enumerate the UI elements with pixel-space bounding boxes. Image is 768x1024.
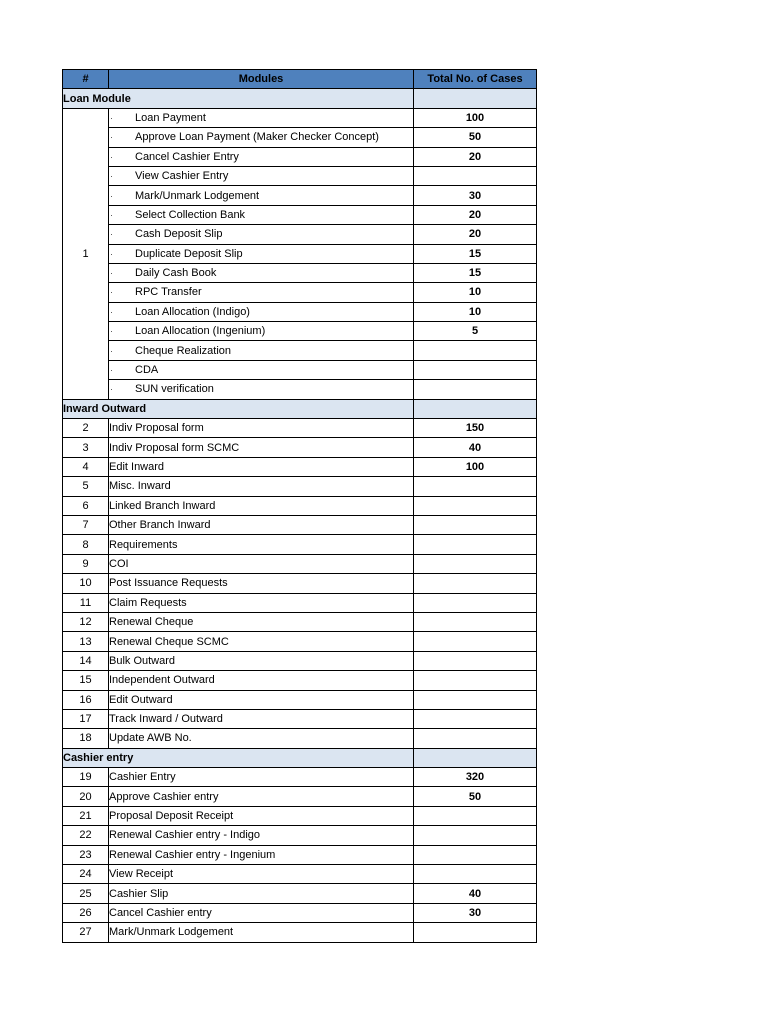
case-count: 30 [414, 186, 537, 205]
row-number: 16 [63, 690, 109, 709]
table-row [63, 283, 537, 302]
module-name: Cheque Realization [135, 344, 232, 357]
module-name: Renewal Cashier entry - Indigo [109, 826, 414, 845]
table-row [63, 205, 537, 224]
module-name: Daily Cash Book [135, 267, 217, 280]
table-row [63, 108, 537, 127]
bullet-marker: · [110, 345, 113, 356]
module-name-cell [109, 225, 414, 244]
case-count [414, 826, 537, 845]
case-count: 40 [414, 884, 537, 903]
module-name: Mark/Unmark Lodgement [109, 923, 414, 942]
table-row [63, 419, 537, 438]
case-count [414, 341, 537, 360]
row-number: 18 [63, 729, 109, 748]
table-row [63, 263, 537, 282]
row-number: 1 [63, 108, 109, 399]
case-count [414, 709, 537, 728]
table-row [63, 574, 537, 593]
table-body [63, 89, 537, 942]
row-number: 23 [63, 845, 109, 864]
module-name-cell [109, 128, 414, 147]
row-number: 17 [63, 709, 109, 728]
module-name: Approve Cashier entry [109, 787, 414, 806]
module-name: CDA [135, 364, 159, 377]
table-row [63, 477, 537, 496]
module-name: Loan Allocation (Indigo) [135, 305, 250, 318]
table-row [63, 826, 537, 845]
table-row [63, 612, 537, 631]
case-count [414, 574, 537, 593]
case-count [414, 593, 537, 612]
table-row [63, 729, 537, 748]
bullet-marker: · [110, 229, 113, 240]
section-row-cashier-entry [63, 748, 537, 767]
row-number: 11 [63, 593, 109, 612]
module-name: Cancel Cashier Entry [135, 150, 239, 163]
table-row [63, 671, 537, 690]
module-name-cell [109, 147, 414, 166]
table-row [63, 186, 537, 205]
module-name-cell [109, 108, 414, 127]
module-name: Independent Outward [109, 671, 414, 690]
bullet-marker: · [110, 190, 113, 201]
module-name: Cash Deposit Slip [135, 228, 223, 241]
section-title: Cashier entry [63, 748, 414, 767]
case-count: 100 [414, 457, 537, 476]
row-number: 25 [63, 884, 109, 903]
row-number: 20 [63, 787, 109, 806]
row-number: 13 [63, 632, 109, 651]
table-row [63, 457, 537, 476]
module-name-cell [109, 283, 414, 302]
case-count [414, 671, 537, 690]
table-row [63, 651, 537, 670]
table-row [63, 923, 537, 942]
case-count [414, 865, 537, 884]
case-count [414, 729, 537, 748]
header-total-cases: Total No. of Cases [414, 70, 537, 89]
module-name: Approve Loan Payment (Maker Checker Concept) [135, 131, 379, 144]
module-name: Proposal Deposit Receipt [109, 806, 414, 825]
table-row [63, 225, 537, 244]
module-name: Loan Payment [135, 111, 206, 124]
section-title: Inward Outward [63, 399, 414, 418]
table-row [63, 244, 537, 263]
row-number: 10 [63, 574, 109, 593]
case-count: 30 [414, 903, 537, 922]
case-count [414, 166, 537, 185]
row-number: 6 [63, 496, 109, 515]
row-number: 21 [63, 806, 109, 825]
module-name: Edit Inward [109, 457, 414, 476]
case-count: 40 [414, 438, 537, 457]
case-count [414, 535, 537, 554]
header-modules: Modules [109, 70, 414, 89]
case-count: 15 [414, 263, 537, 282]
module-name: COI [109, 554, 414, 573]
case-count [414, 806, 537, 825]
case-count [414, 845, 537, 864]
table-row [63, 341, 537, 360]
header-number: # [63, 70, 109, 89]
row-number: 24 [63, 865, 109, 884]
module-name: Track Inward / Outward [109, 709, 414, 728]
table-row [63, 322, 537, 341]
row-number: 5 [63, 477, 109, 496]
module-name: Linked Branch Inward [109, 496, 414, 515]
module-name: Indiv Proposal form [109, 419, 414, 438]
row-number: 26 [63, 903, 109, 922]
section-blank-cell [414, 748, 537, 767]
table-row [63, 806, 537, 825]
case-count [414, 515, 537, 534]
row-number: 22 [63, 826, 109, 845]
module-name: Select Collection Bank [135, 208, 246, 221]
row-number: 15 [63, 671, 109, 690]
row-number: 14 [63, 651, 109, 670]
table-row [63, 884, 537, 903]
module-name-cell [109, 360, 414, 379]
module-name-cell [109, 263, 414, 282]
table-row [63, 903, 537, 922]
row-number: 27 [63, 923, 109, 942]
header-row [63, 70, 537, 89]
module-name-cell [109, 166, 414, 185]
case-count: 320 [414, 768, 537, 787]
bullet-marker: · [110, 384, 113, 395]
module-name-cell [109, 302, 414, 321]
case-count [414, 477, 537, 496]
section-blank-cell [414, 89, 537, 108]
case-count: 15 [414, 244, 537, 263]
modules-table [62, 69, 537, 943]
table-row [63, 302, 537, 321]
module-name: Mark/Unmark Lodgement [135, 189, 260, 202]
bullet-marker: · [110, 209, 113, 220]
case-count: 20 [414, 147, 537, 166]
module-name: Requirements [109, 535, 414, 554]
bullet-marker: · [110, 365, 113, 376]
module-name: View Receipt [109, 865, 414, 884]
table-row [63, 690, 537, 709]
table-row [63, 845, 537, 864]
module-name: Edit Outward [109, 690, 414, 709]
module-name: Other Branch Inward [109, 515, 414, 534]
case-count: 50 [414, 787, 537, 806]
table-row [63, 360, 537, 379]
bullet-marker: · [110, 268, 113, 279]
module-name: Duplicate Deposit Slip [135, 247, 243, 260]
bullet-marker: · [110, 287, 113, 298]
row-number: 19 [63, 768, 109, 787]
case-count [414, 554, 537, 573]
module-name: Cancel Cashier entry [109, 903, 414, 922]
table-row [63, 496, 537, 515]
table-row [63, 535, 537, 554]
case-count: 50 [414, 128, 537, 147]
module-name: Renewal Cheque [109, 612, 414, 631]
row-number: 2 [63, 419, 109, 438]
row-number: 4 [63, 457, 109, 476]
table-row [63, 128, 537, 147]
bullet-marker: · [110, 132, 113, 143]
table-row [63, 166, 537, 185]
case-count: 100 [414, 108, 537, 127]
bullet-marker: · [110, 306, 113, 317]
case-count: 10 [414, 302, 537, 321]
module-name-cell [109, 341, 414, 360]
module-name: Post Issuance Requests [109, 574, 414, 593]
module-name: SUN verification [135, 383, 214, 396]
case-count [414, 632, 537, 651]
module-name: Cashier Slip [109, 884, 414, 903]
table-row [63, 515, 537, 534]
table-row [63, 593, 537, 612]
module-name-cell [109, 380, 414, 399]
table-row [63, 380, 537, 399]
module-name: Claim Requests [109, 593, 414, 612]
case-count: 20 [414, 205, 537, 224]
section-row-loan-module [63, 89, 537, 108]
module-name-cell [109, 322, 414, 341]
table-row [63, 865, 537, 884]
row-number: 12 [63, 612, 109, 631]
section-title: Loan Module [63, 89, 414, 108]
module-name: Cashier Entry [109, 768, 414, 787]
bullet-marker: · [110, 326, 113, 337]
case-count [414, 380, 537, 399]
bullet-marker: · [110, 171, 113, 182]
case-count: 5 [414, 322, 537, 341]
module-name-cell [109, 205, 414, 224]
table-row [63, 438, 537, 457]
bullet-marker: · [110, 248, 113, 259]
case-count [414, 496, 537, 515]
case-count [414, 360, 537, 379]
module-name-cell [109, 186, 414, 205]
module-name: Misc. Inward [109, 477, 414, 496]
module-name-cell [109, 244, 414, 263]
case-count [414, 923, 537, 942]
module-name: Update AWB No. [109, 729, 414, 748]
module-name: View Cashier Entry [135, 170, 229, 183]
case-count [414, 612, 537, 631]
module-name: Renewal Cheque SCMC [109, 632, 414, 651]
table-row [63, 709, 537, 728]
section-blank-cell [414, 399, 537, 418]
table-row [63, 147, 537, 166]
module-name: Renewal Cashier entry - Ingenium [109, 845, 414, 864]
table-row [63, 787, 537, 806]
row-number: 3 [63, 438, 109, 457]
case-count: 150 [414, 419, 537, 438]
section-row-inward-outward [63, 399, 537, 418]
bullet-marker: · [110, 112, 113, 123]
case-count [414, 690, 537, 709]
module-name: RPC Transfer [135, 286, 202, 299]
case-count [414, 651, 537, 670]
bullet-marker: · [110, 151, 113, 162]
table-row [63, 632, 537, 651]
case-count: 20 [414, 225, 537, 244]
module-name: Loan Allocation (Ingenium) [135, 325, 266, 338]
case-count: 10 [414, 283, 537, 302]
row-number: 7 [63, 515, 109, 534]
row-number: 8 [63, 535, 109, 554]
row-number: 9 [63, 554, 109, 573]
module-name: Bulk Outward [109, 651, 414, 670]
module-name: Indiv Proposal form SCMC [109, 438, 414, 457]
table-row [63, 768, 537, 787]
table-row [63, 554, 537, 573]
